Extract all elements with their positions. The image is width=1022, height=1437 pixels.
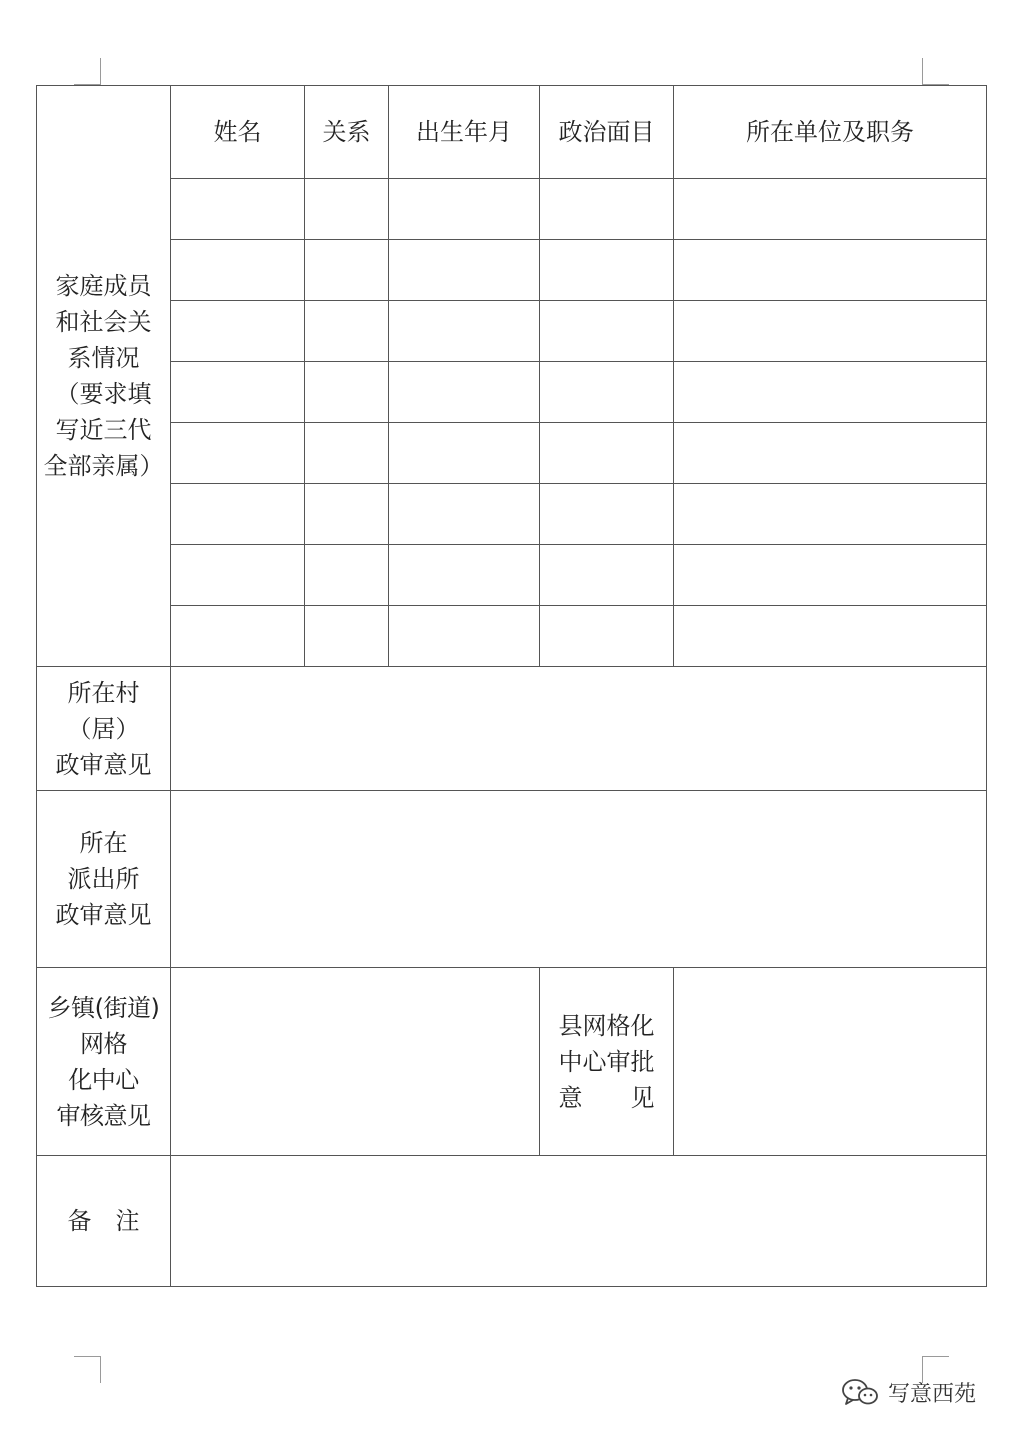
grid-center-review-row: [37, 968, 987, 1156]
township-label-line: 乡镇(街道): [47, 993, 160, 1022]
township-label-line: 网格: [80, 1029, 127, 1058]
police-review-label-cell: [37, 791, 171, 968]
watermark: [840, 1374, 976, 1410]
family-label-line: 全部亲属）: [43, 452, 164, 480]
family-political-cell[interactable]: [540, 301, 674, 362]
family-relation-cell[interactable]: [305, 362, 389, 423]
family-name-cell[interactable]: [171, 179, 305, 240]
wechat-icon: [840, 1377, 880, 1407]
family-employer-cell[interactable]: [674, 606, 987, 667]
village-review-row: [37, 667, 987, 791]
family-name-cell[interactable]: [171, 301, 305, 362]
family-employer-cell[interactable]: [674, 301, 987, 362]
family-birth-cell[interactable]: [389, 484, 540, 545]
remark-row: [37, 1156, 987, 1287]
family-employer-cell[interactable]: [674, 362, 987, 423]
remark-label: 备 注: [37, 1156, 171, 1287]
family-employer-cell[interactable]: [674, 179, 987, 240]
family-row: [37, 301, 987, 362]
crop-mark-bottom-left: [74, 1356, 101, 1383]
family-label-line: 系情况: [67, 344, 140, 372]
county-grid-opinion-cell[interactable]: [674, 968, 987, 1156]
police-label-line: 所在: [79, 829, 128, 857]
family-relation-cell[interactable]: [305, 484, 389, 545]
family-row: [37, 484, 987, 545]
family-employer-cell[interactable]: [674, 423, 987, 484]
family-members-label-cell: [37, 86, 171, 667]
family-birth-cell[interactable]: [389, 545, 540, 606]
township-label-line: 审核意见: [56, 1101, 151, 1130]
family-name-cell[interactable]: [171, 545, 305, 606]
header-relation: 关系: [305, 86, 389, 179]
family-political-cell[interactable]: [540, 240, 674, 301]
family-label-line: （要求填: [55, 380, 152, 408]
township-label-line: 化中心: [68, 1065, 139, 1094]
county-label-line: 中心审批: [558, 1047, 655, 1076]
family-birth-cell[interactable]: [389, 362, 540, 423]
family-political-cell[interactable]: [540, 362, 674, 423]
family-row: [37, 545, 987, 606]
county-label-line: 意 见: [558, 1083, 655, 1112]
village-label-line: 所在村: [67, 678, 140, 707]
header-name: 姓名: [171, 86, 305, 179]
family-birth-cell[interactable]: [389, 423, 540, 484]
police-label-line: 政审意见: [55, 901, 152, 929]
header-birth-date: 出生年月: [389, 86, 540, 179]
header-row: [37, 86, 987, 179]
family-employer-cell[interactable]: [674, 545, 987, 606]
family-political-cell[interactable]: [540, 606, 674, 667]
header-political-status: 政治面目: [540, 86, 674, 179]
family-birth-cell[interactable]: [389, 301, 540, 362]
family-political-cell[interactable]: [540, 545, 674, 606]
family-row: [37, 362, 987, 423]
police-review-row: [37, 791, 987, 968]
family-relation-cell[interactable]: [305, 606, 389, 667]
family-row: [37, 606, 987, 667]
village-review-opinion-cell[interactable]: [171, 667, 987, 791]
family-political-cell[interactable]: [540, 484, 674, 545]
family-row: [37, 423, 987, 484]
police-label-line: 派出所: [67, 865, 140, 893]
family-row: [37, 240, 987, 301]
family-political-cell[interactable]: [540, 423, 674, 484]
family-name-cell[interactable]: [171, 362, 305, 423]
family-row: [37, 179, 987, 240]
family-relation-cell[interactable]: [305, 545, 389, 606]
police-review-opinion-cell[interactable]: [171, 791, 987, 968]
county-grid-label-cell: [540, 968, 674, 1156]
remark-cell[interactable]: [171, 1156, 987, 1287]
family-birth-cell[interactable]: [389, 240, 540, 301]
township-grid-opinion-cell[interactable]: [171, 968, 540, 1156]
family-relation-cell[interactable]: [305, 301, 389, 362]
village-label-line: 政审意见: [55, 750, 152, 779]
watermark-text: 写意西苑: [888, 1381, 977, 1407]
family-birth-cell[interactable]: [389, 179, 540, 240]
family-political-review-table: [36, 85, 987, 1287]
family-birth-cell[interactable]: [389, 606, 540, 667]
family-label-line: 家庭成员: [55, 272, 152, 300]
family-name-cell[interactable]: [171, 484, 305, 545]
family-relation-cell[interactable]: [305, 179, 389, 240]
family-employer-cell[interactable]: [674, 240, 987, 301]
family-label-line: 写近三代: [55, 416, 152, 444]
family-employer-cell[interactable]: [674, 484, 987, 545]
family-label-line: 和社会关: [55, 308, 152, 336]
county-label-line: 县网格化: [558, 1011, 655, 1040]
township-grid-label-cell: [37, 968, 171, 1156]
village-label-line: （居）: [67, 714, 140, 743]
village-review-label-cell: [37, 667, 171, 791]
family-name-cell[interactable]: [171, 240, 305, 301]
family-name-cell[interactable]: [171, 423, 305, 484]
header-employer-position: 所在单位及职务: [674, 86, 987, 179]
family-relation-cell[interactable]: [305, 240, 389, 301]
family-political-cell[interactable]: [540, 179, 674, 240]
family-name-cell[interactable]: [171, 606, 305, 667]
family-relation-cell[interactable]: [305, 423, 389, 484]
crop-mark-top-left: [74, 58, 101, 85]
crop-mark-top-right: [922, 58, 949, 85]
